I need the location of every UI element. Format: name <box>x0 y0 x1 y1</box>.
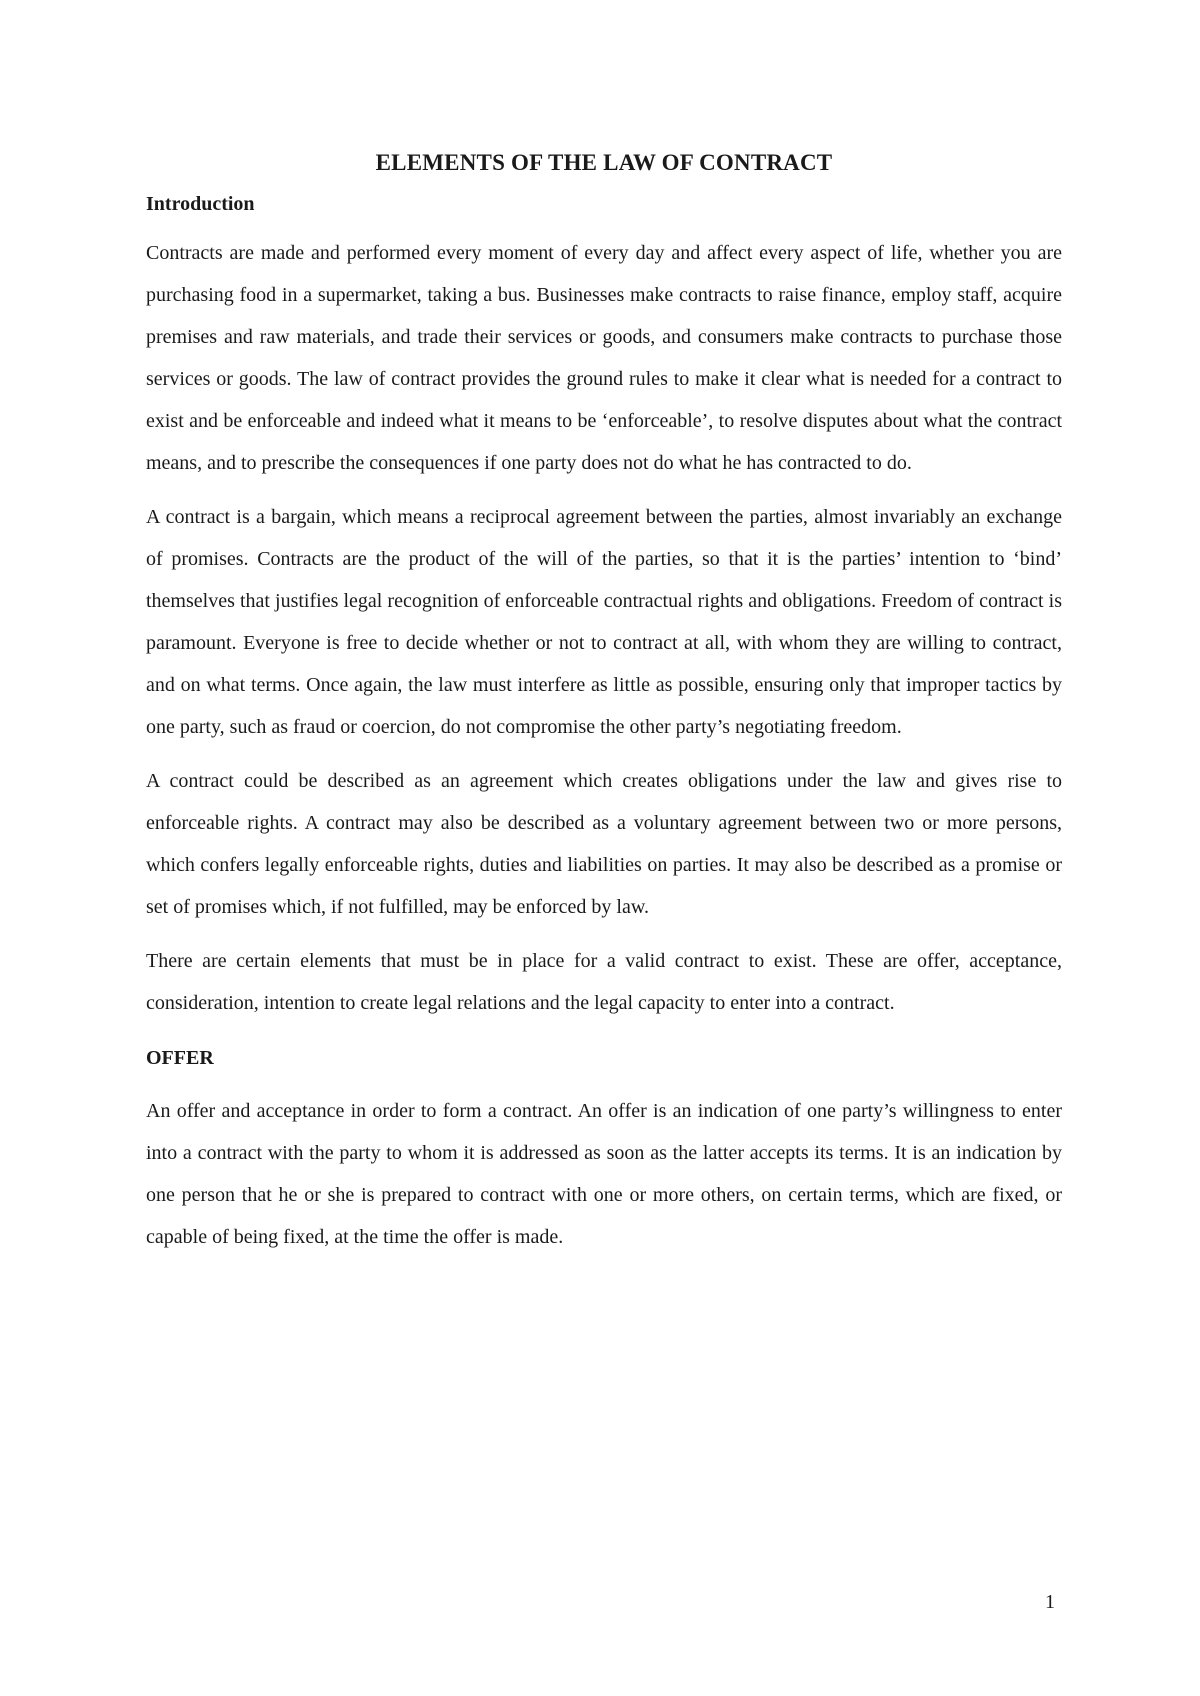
offer-heading: OFFER <box>146 1047 214 1069</box>
paragraph-2: A contract is a bargain, which means a reciprocal agreement between the parties, almost invariably an exchange of promises. Contracts are the product of the will of the parties, so that it is the parties’ intention to ‘bind’ themselves that justifies legal recognition of enforceable contractual rights and obligations. Freedom of contract is paramount. Everyone is free to decide whether or not to contract at all, with whom they are willing to contract, and on what terms. Once again, the law must interfere as little as possible, ensuring only that improper tactics by one party, such as fraud or coercion, do not compromise the other party’s negotiating freedom. <box>146 506 1062 738</box>
document-title: ELEMENTS OF THE LAW OF CONTRACT <box>375 150 833 175</box>
offer-paragraph: An offer and acceptance in order to form a contract. An offer is an indication of one party’s willingness to enter into a contract with the party to whom it is addressed as soon as the latter accepts its terms. It is an indication by one person that he or she is prepared to contract with one or more others, on certain terms, which are fixed, or capable of being fixed, at the time the offer is made. <box>146 1100 1062 1248</box>
paragraph-4: There are certain elements that must be in place for a valid contract to exist. These are offer, acceptance, consideration, intention to create legal relations and the legal capacity to enter into a contract. <box>146 950 1062 1014</box>
introduction-heading: Introduction <box>146 193 255 215</box>
paragraph-1: Contracts are made and performed every moment of every day and affect every aspect of life, whether you are purchasing food in a supermarket, taking a bus. Businesses make contracts to raise finance, employ staff, acquire premises and raw materials, and trade their services or goods, and consumers make contracts to purchase those services or goods. The law of contract provides the ground rules to make it clear what is needed for a contract to exist and be enforceable and indeed what it means to be ‘enforceable’, to resolve disputes about what the contract means, and to prescribe the consequences if one party does not do what he has contracted to do. <box>146 242 1062 474</box>
page-content <box>146 148 1062 1258</box>
page-number: 1 <box>1045 1591 1055 1613</box>
paragraph-3: A contract could be described as an agreement which creates obligations under the law and gives rise to enforceable rights. A contract may also be described as a voluntary agreement between two or more persons, which confers legally enforceable rights, duties and liabilities on parties. It may also be described as a promise or set of promises which, if not fulfilled, may be enforced by law. <box>146 770 1062 918</box>
